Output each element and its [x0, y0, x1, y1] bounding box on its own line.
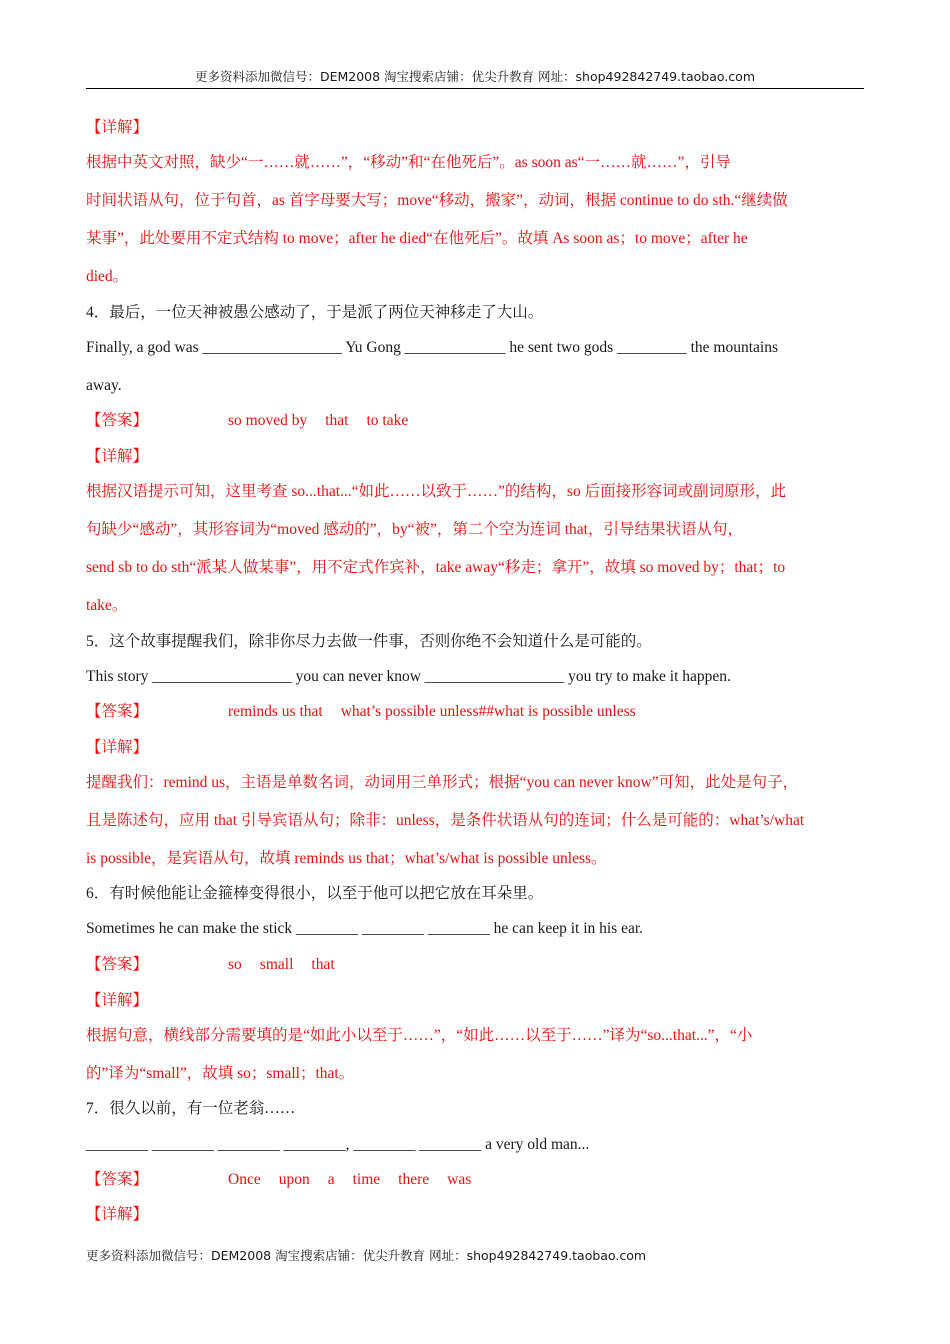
q3-detail-line: 根据中英文对照，缺少“一……就……”，“移动”和“在他死后”。as soon as“一……就……”，引导 — [86, 154, 731, 171]
q4-answer-row — [86, 410, 866, 432]
answer-label: 【答案】 — [86, 412, 149, 429]
q4-detail-line: take。 — [86, 597, 128, 614]
q3-detail-line: 某事”，此处要用不定式结构 to move；after he died“在他死后”。故填 As soon as；to move；after he — [86, 230, 748, 247]
answer-blank: that — [311, 956, 335, 973]
answer-blank: a — [327, 1171, 335, 1188]
q4-english: Finally, a god was __________________ Yu Gong _____________ he sent two gods _________ the mountains — [86, 339, 779, 356]
q3-detail-line: died。 — [86, 268, 129, 285]
q7-chinese: 7．很久以前，有一位老翁…… — [86, 1100, 296, 1117]
answer-blank: what’s possible unless##what is possible unless — [340, 703, 636, 720]
answer-label: 【答案】 — [86, 1171, 149, 1188]
answer-blank: that — [325, 412, 349, 429]
page-header: 更多资料添加微信号：DEM2008 淘宝搜索店铺：优尖升教育 网址：shop492842749.taobao.com — [86, 66, 864, 89]
q5-english: This story __________________ you can never know __________________ you try to make it happen. — [86, 668, 731, 685]
answer-blank: there — [398, 1171, 430, 1188]
q6-detail-line: 根据句意，横线部分需要填的是“如此小以至于……”，“如此……以至于……”译为“so...that...”，“小 — [86, 1027, 753, 1044]
page-footer: 更多资料添加微信号：DEM2008 淘宝搜索店铺：优尖升教育 网址：shop492842749.taobao.com — [86, 1248, 647, 1263]
answer-blank: so moved by — [228, 412, 308, 429]
q7-answers — [228, 1169, 471, 1191]
answer-blank: upon — [278, 1171, 310, 1188]
answer-blank: was — [447, 1171, 472, 1188]
q5-answer-row — [86, 701, 866, 723]
q6-answers — [228, 954, 335, 976]
detail-label: 【详解】 — [86, 119, 149, 136]
q4-detail-line: 根据汉语提示可知，这里考查 so...that...“如此……以致于……”的结构，so 后面接形容词或副词原形，此 — [86, 483, 787, 500]
answer-blank: small — [259, 956, 294, 973]
q5-detail-line: 且是陈述句，应用 that 引导宾语从句；除非：unless，是条件状语从句的连词；什么是可能的：what’s/what — [86, 812, 805, 829]
q6-english: Sometimes he can make the stick ________ ________ ________ he can keep it in his ear. — [86, 920, 644, 937]
q5-detail-line: is possible，是宾语从句，故填 reminds us that；what’s/what is possible unless。 — [86, 850, 607, 867]
answer-blank: time — [352, 1171, 381, 1188]
q5-chinese: 5．这个故事提醒我们，除非你尽力去做一件事，否则你绝不会知道什么是可能的。 — [86, 633, 652, 650]
q4-detail-line: 句缺少“感动”，其形容词为“moved 感动的”，by“被”，第二个空为连词 that，引导结果状语从句， — [86, 521, 743, 538]
q4-answers — [228, 410, 408, 432]
answer-blank: to take — [366, 412, 409, 429]
q3-detail-line: 时间状语从句，位于句首，as 首字母要大写；move“移动，搬家”，动词，根据 continue to do sth.“继续做 — [86, 192, 788, 209]
detail-label: 【详解】 — [86, 992, 149, 1009]
detail-label: 【详解】 — [86, 739, 149, 756]
detail-label: 【详解】 — [86, 448, 149, 465]
q4-english-cont: away. — [86, 377, 122, 394]
q7-english: ________ ________ ________ ________, ________ ________ a very old man... — [86, 1136, 590, 1153]
answer-label: 【答案】 — [86, 956, 149, 973]
q7-answer-row — [86, 1169, 866, 1191]
detail-label: 【详解】 — [86, 1206, 149, 1223]
answer-blank: so — [228, 956, 242, 973]
q6-chinese: 6．有时候他能让金箍棒变得很小，以至于他可以把它放在耳朵里。 — [86, 885, 544, 902]
q4-chinese: 4．最后，一位天神被愚公感动了，于是派了两位天神移走了大山。 — [86, 304, 544, 321]
q6-answer-row — [86, 954, 866, 976]
answer-label: 【答案】 — [86, 703, 149, 720]
q5-answers — [228, 701, 636, 723]
answer-blank: reminds us that — [228, 703, 323, 720]
answer-blank: Once — [228, 1171, 261, 1188]
q5-detail-line: 提醒我们：remind us，主语是单数名词，动词用三单形式；根据“you can never know”可知，此处是句子， — [86, 774, 799, 791]
q6-detail-line: 的”译为“small”，故填 so；small；that。 — [86, 1065, 355, 1082]
q4-detail-line: send sb to do sth“派某人做某事”，用不定式作宾补，take away“移走；拿开”，故填 so moved by；that；to — [86, 559, 786, 576]
